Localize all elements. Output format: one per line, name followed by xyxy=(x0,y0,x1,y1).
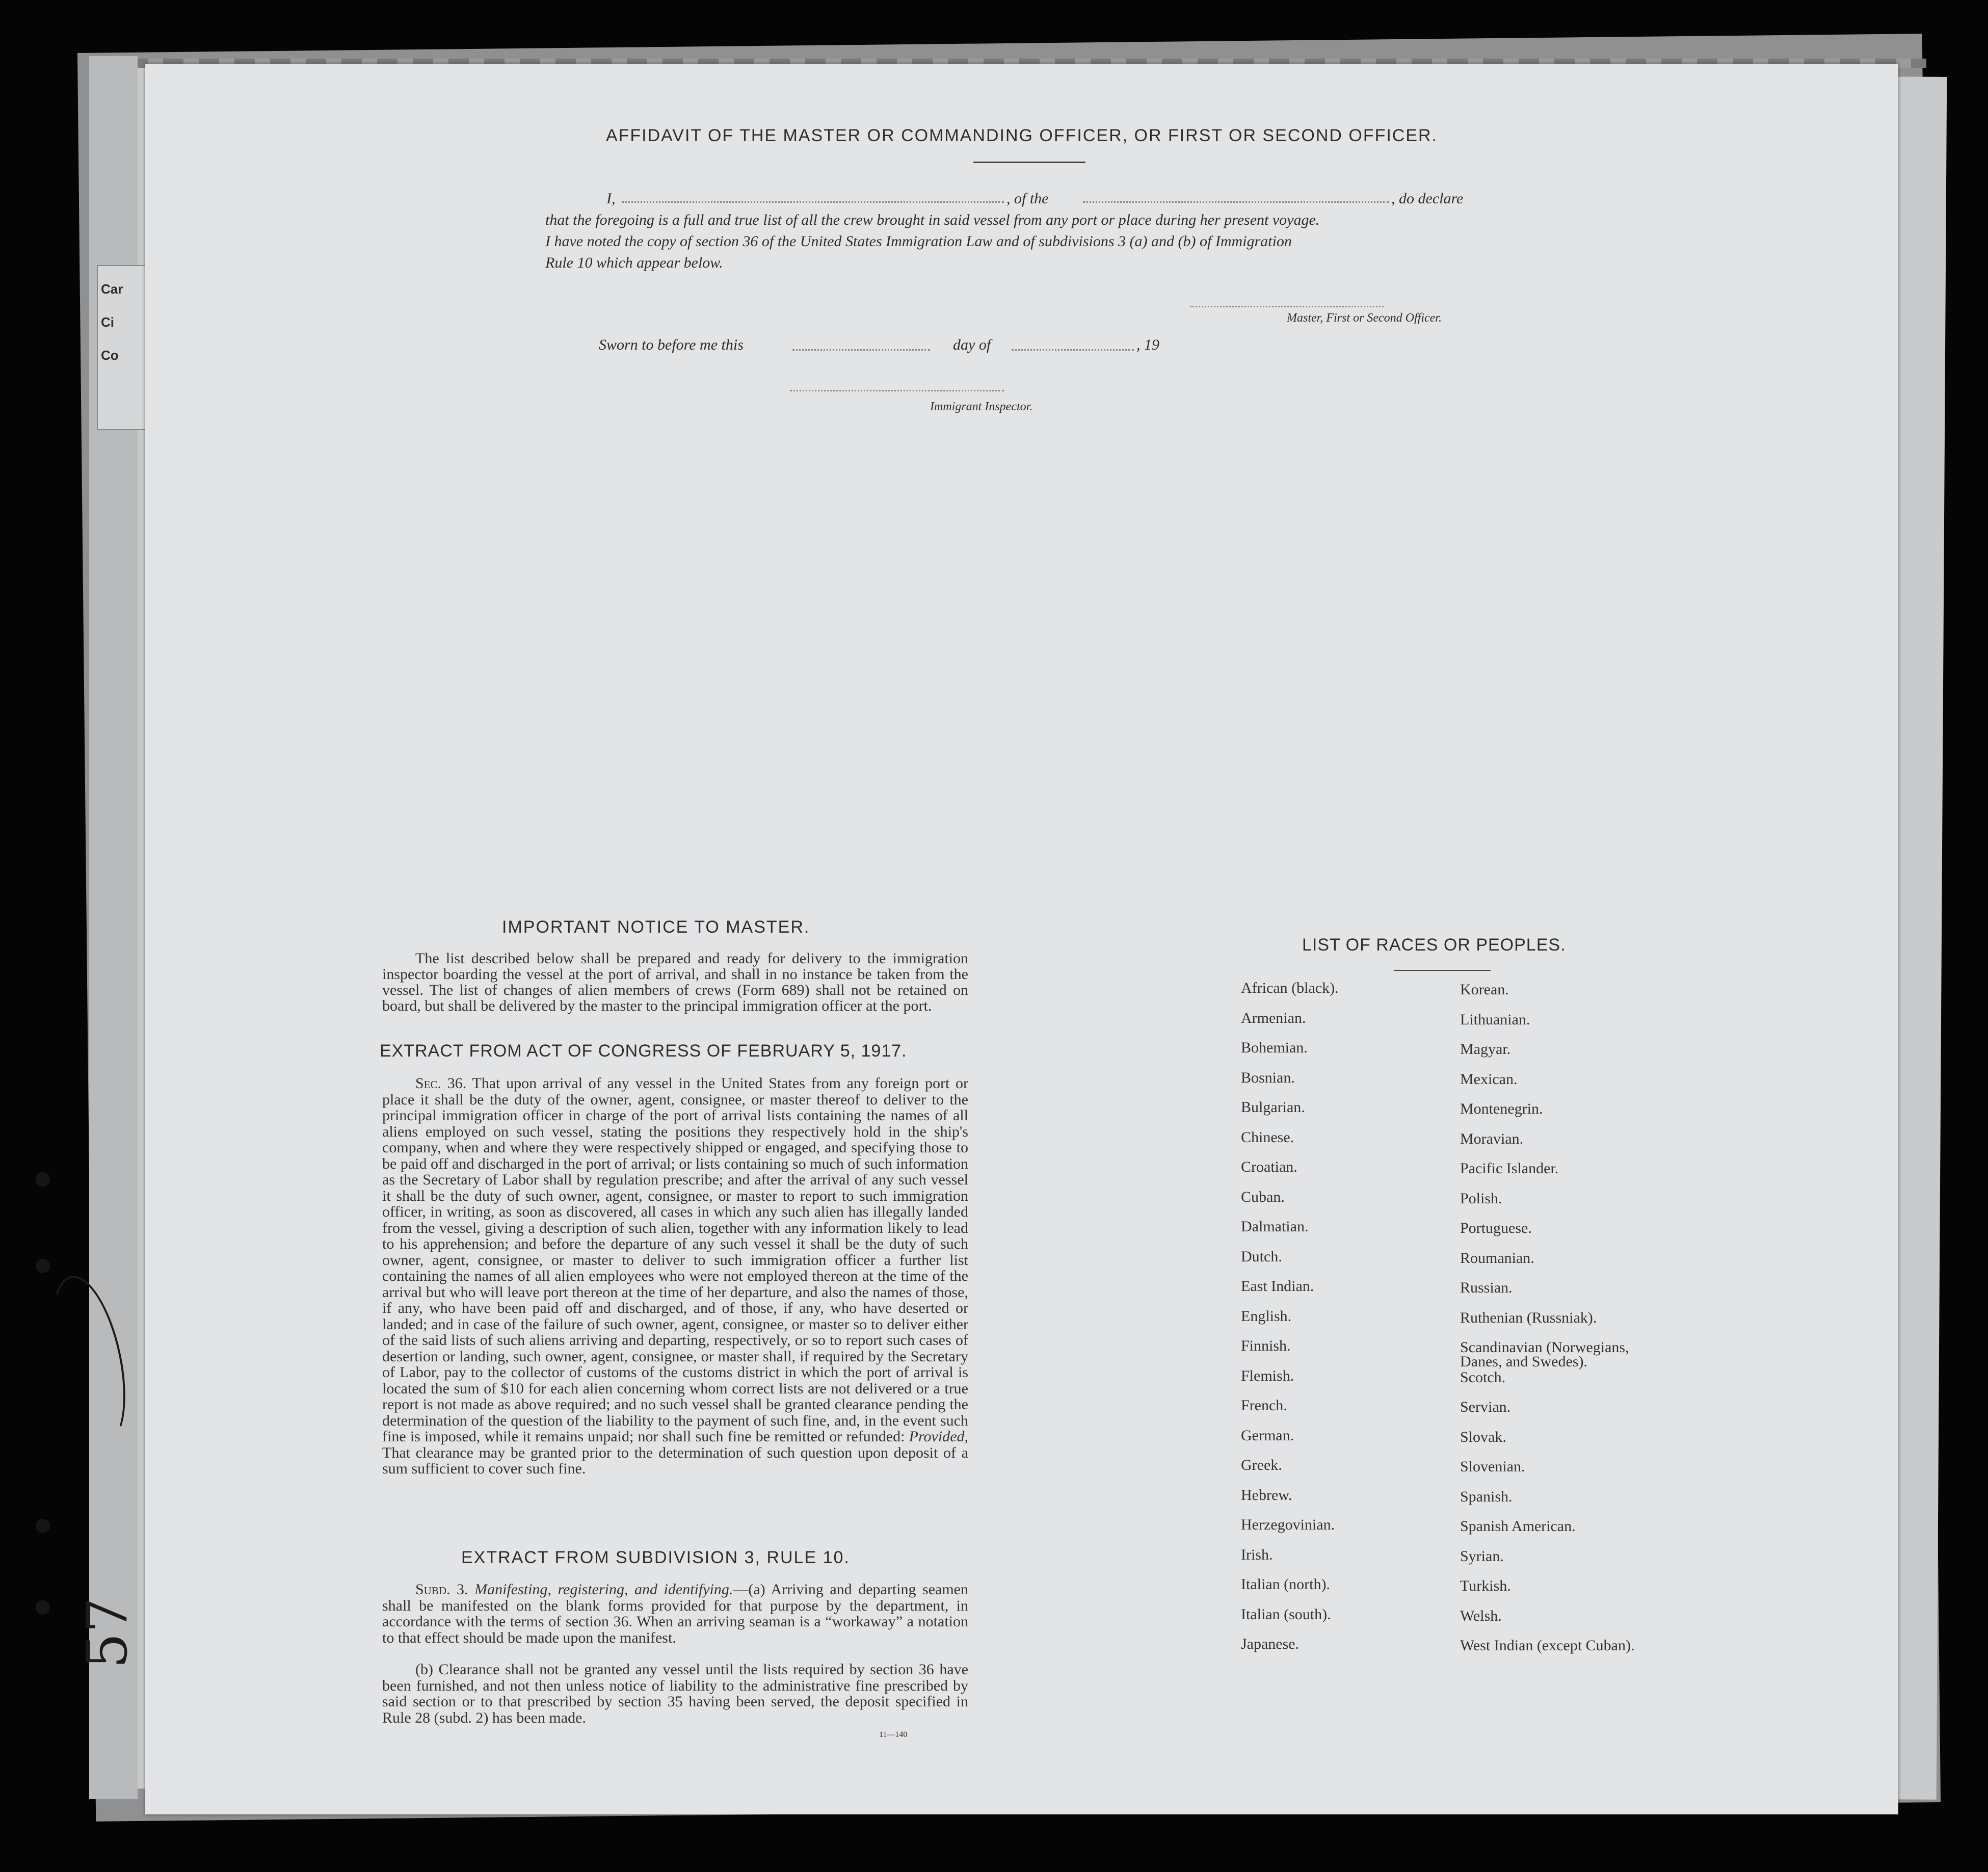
race-item: Dutch. xyxy=(1241,1248,1282,1265)
race-item: Moravian. xyxy=(1460,1130,1524,1147)
race-item: Armenian. xyxy=(1241,1009,1306,1026)
race-item: Syrian. xyxy=(1460,1547,1504,1565)
race-item: Greek. xyxy=(1241,1457,1282,1473)
month-blank[interactable] xyxy=(1012,349,1134,351)
master-label: Master, First or Second Officer. xyxy=(1287,311,1442,325)
race-item: Italian (south). xyxy=(1241,1605,1331,1623)
race-item: Bosnian. xyxy=(1241,1069,1295,1086)
binder-hole xyxy=(36,1259,50,1273)
act-provided: Provided, xyxy=(909,1428,969,1445)
sworn-text: Sworn to before me this xyxy=(599,336,744,353)
races-right-column xyxy=(1460,983,1634,1669)
affidavit-line: Rule 10 which appear below. xyxy=(545,254,723,271)
race-item: Mexican. xyxy=(1460,1070,1518,1088)
left-tab-line: Car xyxy=(101,281,123,297)
race-item: Herzegovinian. xyxy=(1241,1516,1335,1533)
race-item: Servian. xyxy=(1460,1399,1511,1415)
binder-hole xyxy=(36,1172,50,1187)
rule-title: EXTRACT FROM SUBDIVISION 3, RULE 10. xyxy=(461,1548,850,1567)
race-item: Irish. xyxy=(1241,1546,1273,1563)
race-item: Ruthenian (Russniak). xyxy=(1460,1309,1597,1326)
notice-text: The list described below shall be prepared and ready for delivery to the immigration inspector boarding the vessel at the port of arrival, and shall in no instance be taken from the vessel. The list of changes of alien members of crews (Form 689) shall not be retained on board, but shall be delivered by the master to the principal immigration officer at the port. xyxy=(382,950,968,1014)
handwritten-number: 57 xyxy=(74,1597,140,1669)
races-title-rule xyxy=(1394,970,1491,971)
race-item: Spanish. xyxy=(1460,1488,1513,1505)
vessel-blank[interactable] xyxy=(1083,201,1389,203)
race-item: Scotch. xyxy=(1460,1368,1506,1386)
race-item: Dalmatian. xyxy=(1241,1218,1309,1235)
race-item: English. xyxy=(1241,1307,1292,1325)
race-item: Croatian. xyxy=(1241,1158,1297,1175)
race-item: Lithuanian. xyxy=(1460,1011,1530,1028)
rule-text-b: (b) Clearance shall not be granted any vessel until the lists required by section 36 have been furnished, and not then unless notice of liability to the administrative fine prescribed by said section or to that prescribed by section 35 having been served, the deposit specified in Rule 28 (subd. 2) has been made. xyxy=(382,1661,968,1726)
race-item: East Indian. xyxy=(1241,1278,1314,1295)
act-title: EXTRACT FROM ACT OF CONGRESS OF FEBRUARY 5, 1917. xyxy=(380,1041,907,1061)
left-margin-tab xyxy=(97,265,147,430)
race-item: Russian. xyxy=(1460,1279,1513,1296)
affidavit-of-the: , of the xyxy=(1006,190,1049,207)
race-item: Montenegrin. xyxy=(1460,1100,1543,1117)
form-number: 11—140 xyxy=(879,1730,908,1739)
race-item: German. xyxy=(1241,1427,1294,1444)
rule-subd-heading: Manifesting, registering, and identifying. xyxy=(474,1581,733,1598)
notice-title: IMPORTANT NOTICE TO MASTER. xyxy=(502,917,810,937)
master-signature-blank[interactable] xyxy=(1190,306,1384,307)
race-item: Japanese. xyxy=(1241,1636,1300,1652)
race-item: African (black). xyxy=(1241,980,1339,996)
race-item: Slovenian. xyxy=(1460,1458,1525,1475)
race-item: West Indian (except Cuban). xyxy=(1460,1637,1635,1654)
name-blank[interactable] xyxy=(622,201,1004,203)
inspector-signature-blank[interactable] xyxy=(790,390,1004,391)
act-body: That upon arrival of any vessel in the United States from any foreign port or place it shall be the duty of the owner, agent, consignee, or master thereof to deliver to the principal immigration officer in charge of the port of arrival lists containing the names of all aliens employed on such vessel, stating the positions they respectively hold in the ship's company, when and where they were respectively shipped or engaged, and specifying those to be paid off and discharged in the port of arrival; or lists containing so much of such information as the Secretary of Labor shall by regulation prescribe; and after the arrival of any such vessel it shall be the duty of such owner, agent, consignee, or master to report to such immigration officer, in writing, as soon as discovered, all cases in which any such alien has illegally landed from the vessel, giving a description of such alien, together with any information likely to lead to his apprehension; and before the departure of any such vessel it shall be the duty of such owner, agent, consignee, or master to deliver to such immigration officer a further list containing the names of all alien employees who were not employed thereon at the time of the arrival but who will leave port thereon at the time of her departure, and also the names of those, if any, who have been paid off and discharged, and of those, if any, who have deserted or landed; and in case of the failure of such owner, agent, consignee, or master so to deliver either of the said lists of such aliens arriving and departing, respectively, or so to report such cases of desertion or landing, such owner, agent, consignee, or master shall, if required by the Secretary of Labor, pay to the collector of customs of the customs district in which the port of arrival is located the sum of $10 for each alien concerning whom correct lists are not delivered or a true report is not made as above required; and no such vessel shall be granted clearance pending the determination of the question of the liability to the payment of such fine, and, in the event such fine is imposed, while it remains unpaid; nor shall such fine be remitted or refunded: xyxy=(382,1075,968,1445)
rule-text-a xyxy=(382,1581,968,1646)
race-item: Pacific Islander. xyxy=(1460,1160,1559,1177)
inspector-label: Immigrant Inspector. xyxy=(930,400,1033,413)
affidavit-declare: , do declare xyxy=(1391,190,1464,207)
race-item: Bulgarian. xyxy=(1241,1099,1305,1116)
race-item: Finnish. xyxy=(1241,1337,1291,1354)
affidavit-title: AFFIDAVIT OF THE MASTER OR COMMANDING OFFICER, OR FIRST OR SECOND OFFICER. xyxy=(605,126,1438,145)
affidavit-line: I have noted the copy of section 36 of the United States Immigration Law and of subdivisions 3 (a) and (b) of Immigration xyxy=(545,233,1292,250)
race-item: Spanish American. xyxy=(1460,1518,1576,1535)
day-blank[interactable] xyxy=(792,349,930,351)
binder-hole xyxy=(36,1519,50,1533)
race-item: Italian (north). xyxy=(1241,1576,1330,1593)
race-item: Polish. xyxy=(1460,1190,1502,1207)
races-left-column xyxy=(1241,981,1339,1667)
affidavit-line: that the foregoing is a full and true list of all the crew brought in said vessel from any port or place during her present voyage. xyxy=(545,212,1320,228)
act-section-label: Sec. 36. xyxy=(415,1075,467,1092)
race-item: Chinese. xyxy=(1241,1128,1294,1146)
rule-body-a: —(a) Arriving and departing seamen shall be manifested on the blank forms provided for that purpose by the department, in accordance with the terms of section 36. When an arriving seaman is a “workaway” a notation to that effect should be made upon the manifest. xyxy=(382,1581,968,1646)
race-item: Flemish. xyxy=(1241,1367,1294,1384)
act-body-end: That clearance may be granted prior to the determination of such question upon deposit of a sum sufficient to cover such fine. xyxy=(382,1444,968,1477)
race-item: Hebrew. xyxy=(1241,1486,1292,1504)
left-tab-line: Co xyxy=(101,348,119,363)
race-item: French. xyxy=(1241,1397,1287,1414)
day-of-text: day of xyxy=(953,336,991,353)
binder-hole xyxy=(36,1600,50,1615)
left-tab-line: Ci xyxy=(101,314,114,330)
race-item: Turkish. xyxy=(1460,1577,1511,1594)
race-item: Portuguese. xyxy=(1460,1220,1532,1236)
year-text: , 19 xyxy=(1136,336,1159,353)
race-item: Scandinavian (Norwegians, Danes, and Swedes). xyxy=(1460,1339,1629,1370)
race-item: Slovak. xyxy=(1460,1428,1506,1445)
race-item: Magyar. xyxy=(1460,1041,1511,1058)
title-rule xyxy=(973,162,1085,163)
race-item: Korean. xyxy=(1460,981,1509,998)
races-title: LIST OF RACES OR PEOPLES. xyxy=(1302,935,1566,955)
rule-subd-label: Subd. 3. xyxy=(415,1581,468,1598)
act-text xyxy=(382,1075,968,1477)
manifest-form-page xyxy=(145,64,1898,1814)
race-item: Cuban. xyxy=(1241,1188,1285,1205)
race-item: Bohemian. xyxy=(1241,1039,1308,1056)
affidavit-i: I, xyxy=(606,190,616,207)
race-item: Welsh. xyxy=(1460,1607,1502,1624)
race-item: Roumanian. xyxy=(1460,1249,1534,1267)
